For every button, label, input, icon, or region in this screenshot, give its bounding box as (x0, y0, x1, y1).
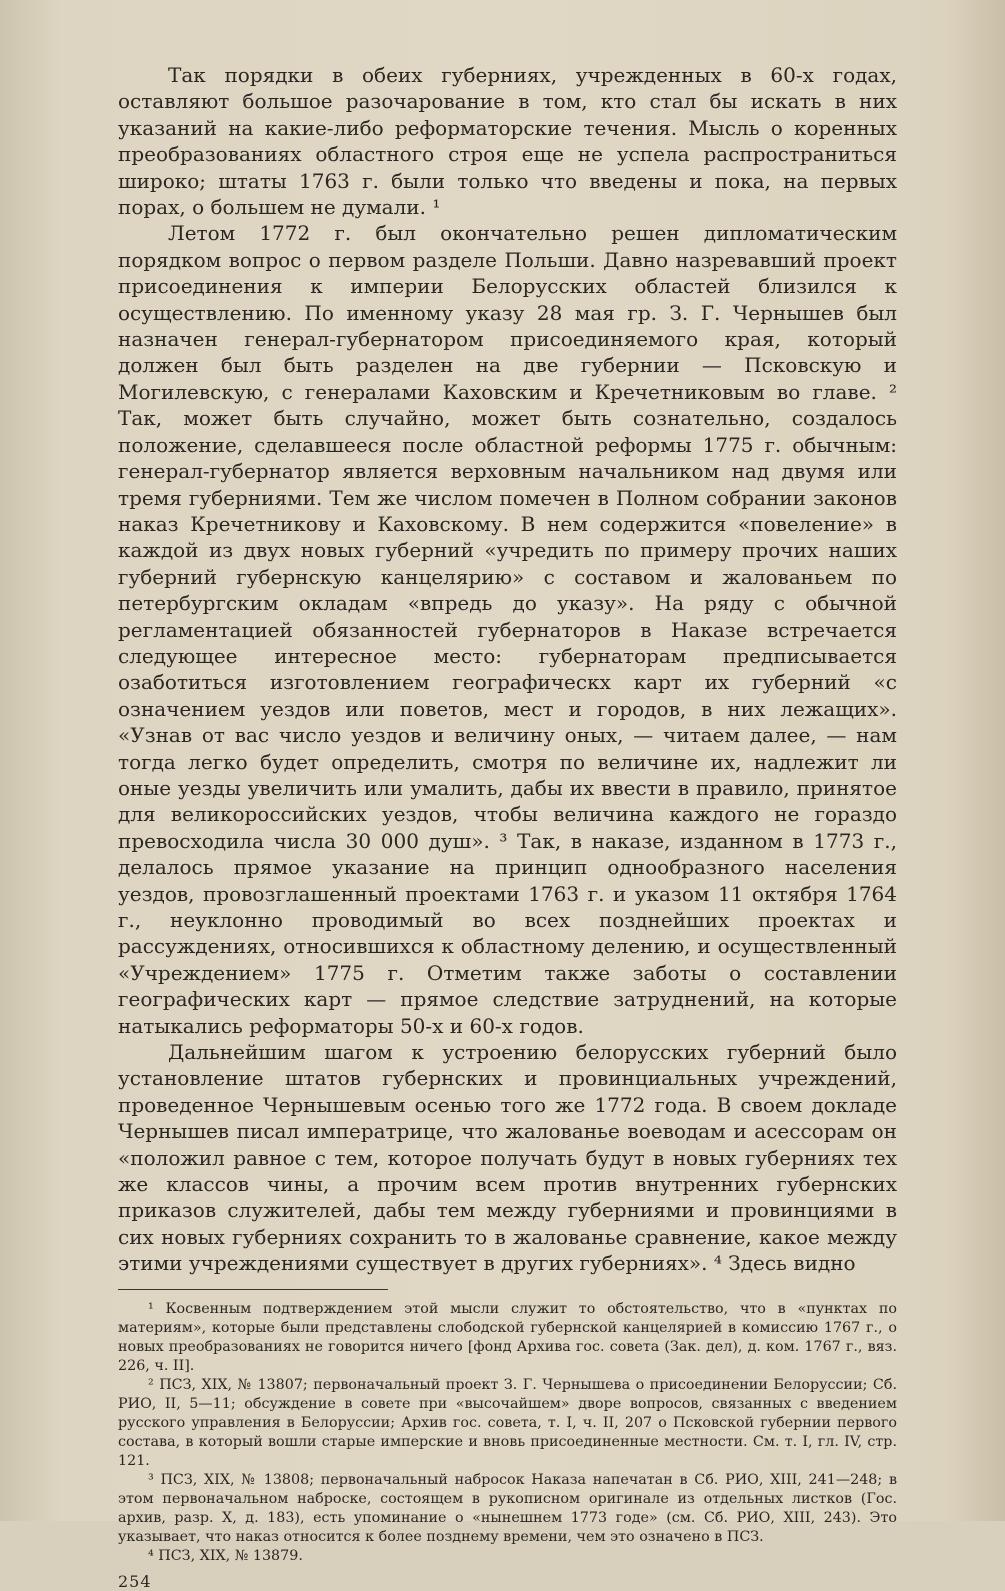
main-text (118, 62, 897, 1277)
footnote-4: ⁴ ПСЗ, XIX, № 13879. (148, 1547, 303, 1564)
footnote-1: ¹ Косвенным подтверждением этой мысли служит то обстоятельство, что в «пунктах по материям», которые были представлены слободской губернской канцелярией в комиссию 1767 г., о новых преобразованиях не говорится ничего [фонд Архива гос. совета (Зак. дел), д. ком. 1767 г., вяз. 226, ч. II]. (118, 1300, 897, 1374)
footnote-2: ² ПСЗ, XIX, № 13807; первоначальный проект З. Г. Чернышева о присоединении Белоруссии; Сб. РИО, II, 5—11; обсуждение в совете при «высочайшем» дворе вопросов, связанных с введением русского управления в Белоруссии; Архив гос. совета, т. I, ч. II, 207 о Псковской губернии первого состава, в который вошли старые имперские и вновь присоединенные местности. См. т. I, гл. IV, стр. 121. (118, 1376, 897, 1469)
paragraph-3: Дальнейшим шагом к устроению белорусских губерний было установление штатов губернских и провинциальных учреждений, проведенное Чернышевым осенью того же 1772 года. В своем докладе Чернышев писал императрице, что жалованье воеводам и асессорам он «положил равное с тем, которое получать будут в новых губерниях тех же классов чины, а прочим всем против внутренних губернских приказов служителей, дабы тем между губерниями и провинциями в сих новых губерниях сохранить то в жалованье сравнение, какое между этими учреждениями существует в других губерниях». ⁴ Здесь видно (118, 1040, 897, 1276)
paragraph-2: Летом 1772 г. был окончательно решен дипломатическим порядком вопрос о первом разделе Польши. Давно назревавший проект присоединения к империи Белорусских областей близился к осуществлению. По именному указу 28 мая гр. З. Г. Чернышев был назначен генерал-губернатором присоединяемого края, который должен был быть разделен на две губернии — Псковскую и Могилевскую, с генералами Каховским и Кречетниковым во главе. ² Так, может быть случайно, может быть сознательно, создалось положение, сделавшееся после областной реформы 1775 г. обычным: генерал-губернатор является верховным начальником над двумя или тремя губерниями. Тем же числом помечен в Полном собрании законов наказ Кречетникову и Каховскому. В нем содержится «повеление» в каждой из двух новых губерний «учредить по примеру прочих наших губерний губернскую канцелярию» с составом и жалованьем по петербургским окладам «впредь до указу». На ряду с обычной регламентацией обязанностей губернаторов в Наказе встречается следующее интересное место: губернаторам предписывается озаботиться изготовлением географическх карт их губерний «с означением уездов или поветов, мест и городов, в них лежащих». «Узнав от вас число уездов и величину оных, — читаем далее, — нам тогда легко будет определить, смотря по величине их, надлежит ли оные уезды увеличить или умалить, дабы их ввести в правило, принятое для великороссийских уездов, чтобы величина каждого не гораздо превосходила числа 30 000 душ». ³ Так, в наказе, изданном в 1773 г., делалось прямое указание на принцип однообразного населения уездов, провозглашенный проектами 1763 г. и указом 11 октября 1764 г., неуклонно проводимый во всех позднейших проектах и рассуждениях, относившихся к областному делению, и осуществленный «Учреждением» 1775 г. Отметим также заботы о составлении географических карт — прямое следствие затруднений, на которые натыкались реформаторы 50-х и 60-х годов. (118, 221, 897, 1038)
page-number: 254 (118, 1571, 152, 1591)
paragraph-1: Так порядки в обеих губерниях, учрежденных в 60-х годах, оставляют большое разочарование в том, кто стал бы искать в них указаний на какие-либо реформаторские течения. Мысль о коренных преобразованиях областного строя еще не успела распространиться широко; штаты 1763 г. были только что введены и пока, на первых порах, о большем не думали. ¹ (118, 63, 897, 220)
footnote-divider (118, 1289, 388, 1290)
footnote-3: ³ ПСЗ, XIX, № 13808; первоначальный набросок Наказа напечатан в Сб. РИО, XIII, 241—248; в этом первоначальном наброске, состоящем в рукописном оригинале из отдельных листков (Гос. архив, разр. X, д. 183), есть упоминание о «нынешнем 1773 годе» (см. Сб. РИО, XIII, 243). Это указывает, что наказ относится к более позднему времени, чем это означено в ПСЗ. (118, 1471, 897, 1545)
footnotes (118, 1300, 897, 1566)
